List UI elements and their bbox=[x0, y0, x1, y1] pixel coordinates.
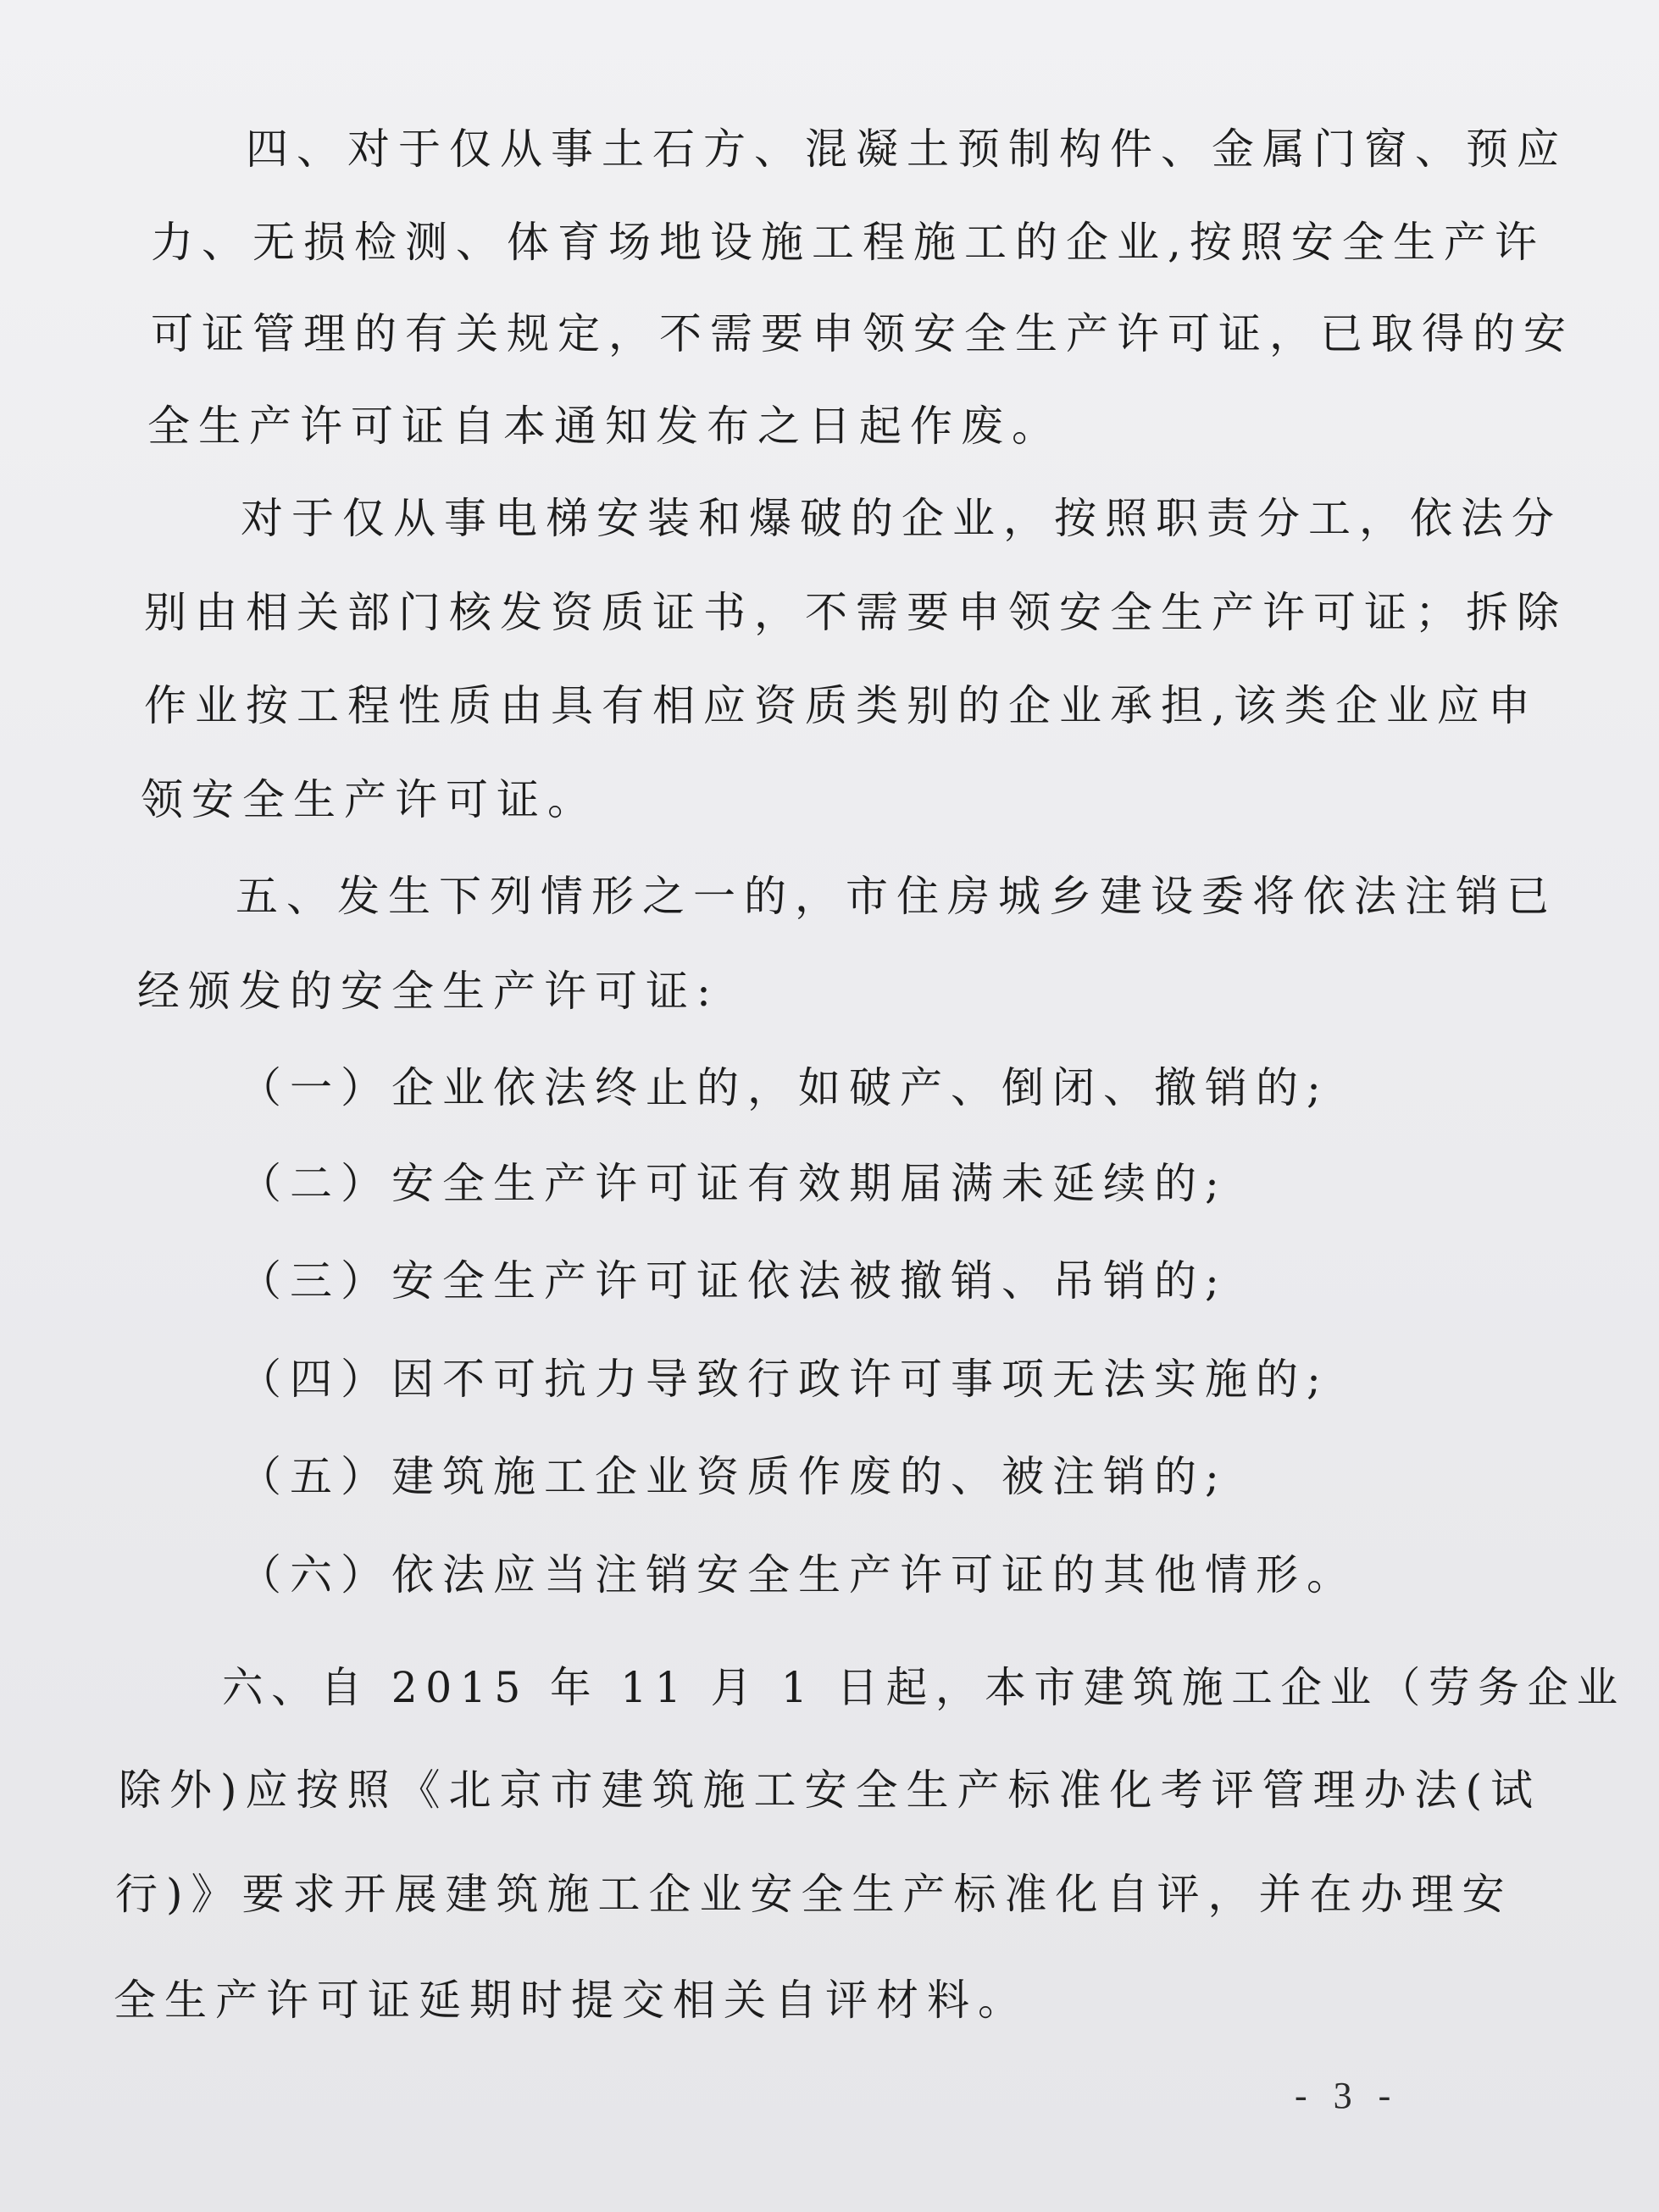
para5-line2: 经颁发的安全生产许可证: bbox=[137, 967, 719, 1016]
para4b-line4: 领安全生产许可证。 bbox=[141, 775, 598, 824]
para6-line1: 六、自 2015 年 11 月 1 日起，本市建筑施工企业（劳务企业 bbox=[222, 1663, 1626, 1712]
para5-line1: 五、发生下列情形之一的，市住房城乡建设委将依法注销已 bbox=[236, 872, 1557, 921]
para4b-line2: 别由相关部门核发资质证书，不需要申领安全生产许可证；拆除 bbox=[144, 588, 1567, 637]
para4-line1: 四、对于仅从事土石方、混凝土预制构件、金属门窗、预应 bbox=[246, 125, 1567, 174]
para6-line4: 全生产许可证延期时提交相关自评材料。 bbox=[114, 1976, 1029, 2025]
para4b-line3: 作业按工程性质由具有相应资质类别的企业承担,该类企业应申 bbox=[144, 681, 1539, 730]
list-item-6: （六）依法应当注销安全生产许可证的其他情形。 bbox=[239, 1550, 1357, 1599]
page-number: - 3 - bbox=[1295, 2075, 1400, 2116]
para4-line3: 可证管理的有关规定，不需要申领安全生产许可证，已取得的安 bbox=[151, 309, 1574, 358]
para6-line3: 行)》要求开展建筑施工企业安全生产标准化自评，并在办理安 bbox=[115, 1870, 1513, 1919]
para4b-line1: 对于仅从事电梯安装和爆破的企业，按照职责分工，依法分 bbox=[241, 494, 1562, 543]
para6-line2: 除外)应按照《北京市建筑施工安全生产标准化考评管理办法(试 bbox=[119, 1766, 1542, 1815]
list-item-4: （四）因不可抗力导致行政许可事项无法实施的; bbox=[239, 1355, 1329, 1404]
list-item-5: （五）建筑施工企业资质作废的、被注销的; bbox=[239, 1452, 1228, 1501]
para4-line2: 力、无损检测、体育场地设施工程施工的企业,按照安全生产许 bbox=[151, 218, 1545, 267]
list-item-3: （三）安全生产许可证依法被撤销、吊销的; bbox=[239, 1256, 1228, 1306]
list-item-1: （一）企业依法终止的，如破产、倒闭、撤销的; bbox=[239, 1063, 1329, 1112]
list-item-2: （二）安全生产许可证有效期届满未延续的; bbox=[239, 1159, 1228, 1208]
para4-line4: 全生产许可证自本通知发布之日起作废。 bbox=[147, 402, 1063, 451]
